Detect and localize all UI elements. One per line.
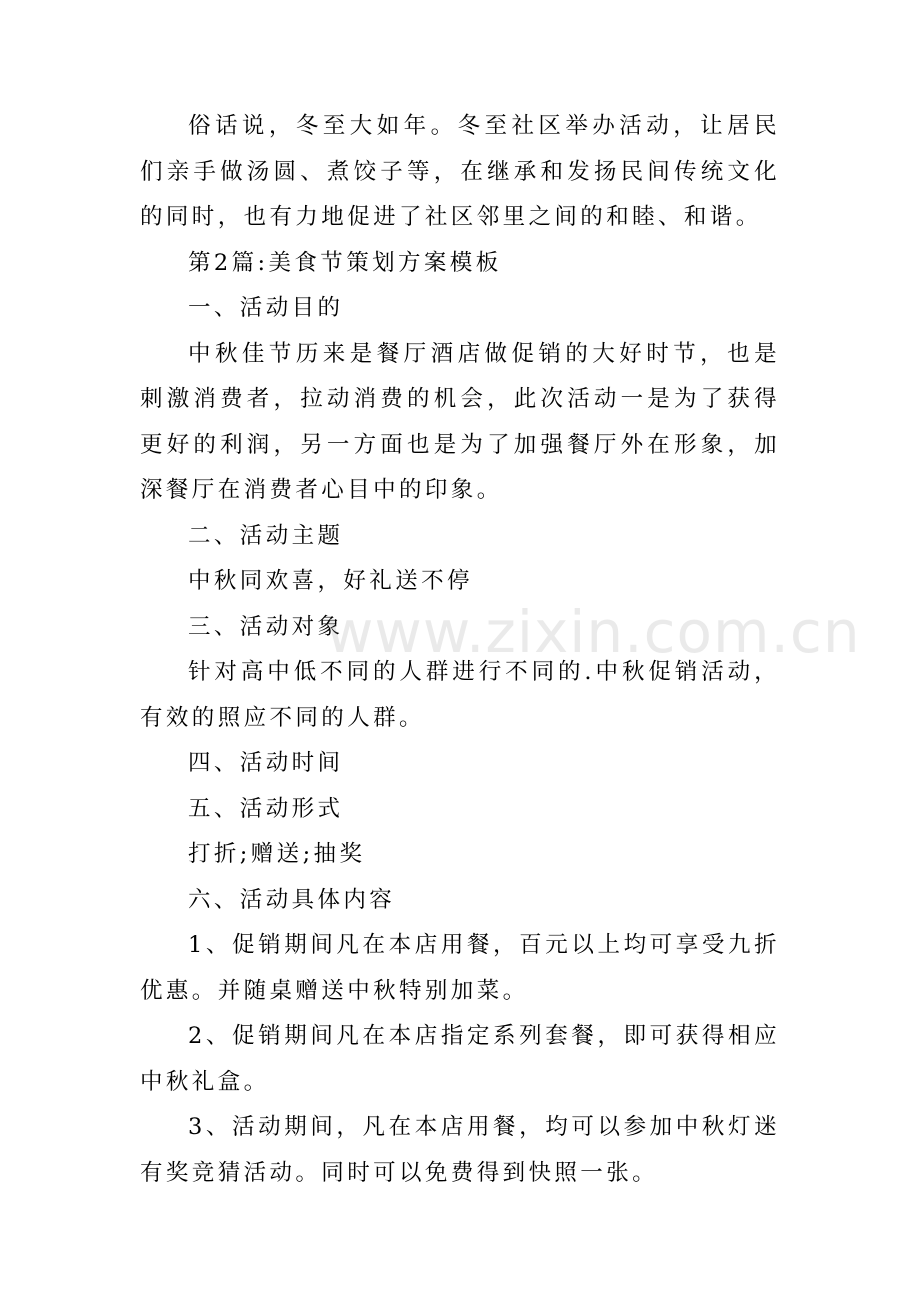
list-item-content-1: 1、促销期间凡在本店用餐，百元以上均可享受九折优惠。并随桌赠送中秋特别加菜。 xyxy=(140,932,780,1004)
heading-activity-target: 三、活动对象 xyxy=(188,613,344,640)
paragraph-activity-target: 针对高中低不同的人群进行不同的.中秋促销活动，有效的照应不同的人群。 xyxy=(140,659,780,731)
list-item-content-3: 3、活动期间，凡在本店用餐，均可以参加中秋灯迷有奖竞猜活动。同时可以免费得到快照一张。 xyxy=(140,1114,780,1186)
paragraph-activity-form: 打折;赠送;抽奖 xyxy=(188,841,366,867)
section-title: 第2篇:美食节策划方案模板 xyxy=(188,249,502,276)
paragraph-activity-theme: 中秋同欢喜，好礼送不停 xyxy=(188,568,473,594)
watermark: www.zixin.com.cn xyxy=(326,598,861,666)
heading-activity-theme: 二、活动主题 xyxy=(188,522,344,549)
paragraph-activity-purpose: 中秋佳节历来是餐厅酒店做促销的大好时节，也是刺激消费者，拉动消费的机会，此次活动一是为了获得更好的利润，另一方面也是为了加强餐厅外在形象，加深餐厅在消费者心目中的印象。 xyxy=(140,340,780,503)
heading-activity-time: 四、活动时间 xyxy=(188,750,344,776)
heading-activity-form: 五、活动形式 xyxy=(188,795,344,822)
heading-activity-purpose: 一、活动目的 xyxy=(188,295,344,321)
heading-activity-content: 六、活动具体内容 xyxy=(188,886,396,913)
list-item-content-2: 2、促销期间凡在本店指定系列套餐，即可获得相应中秋礼盒。 xyxy=(140,1023,780,1095)
paragraph-winter-solstice: 俗话说，冬至大如年。冬至社区举办活动，让居民们亲手做汤圆、煮饺子等，在继承和发扬民间传统文化的同时，也有力地促进了社区邻里之间的和睦、和谐。 xyxy=(140,113,780,230)
document-body xyxy=(140,104,780,1196)
